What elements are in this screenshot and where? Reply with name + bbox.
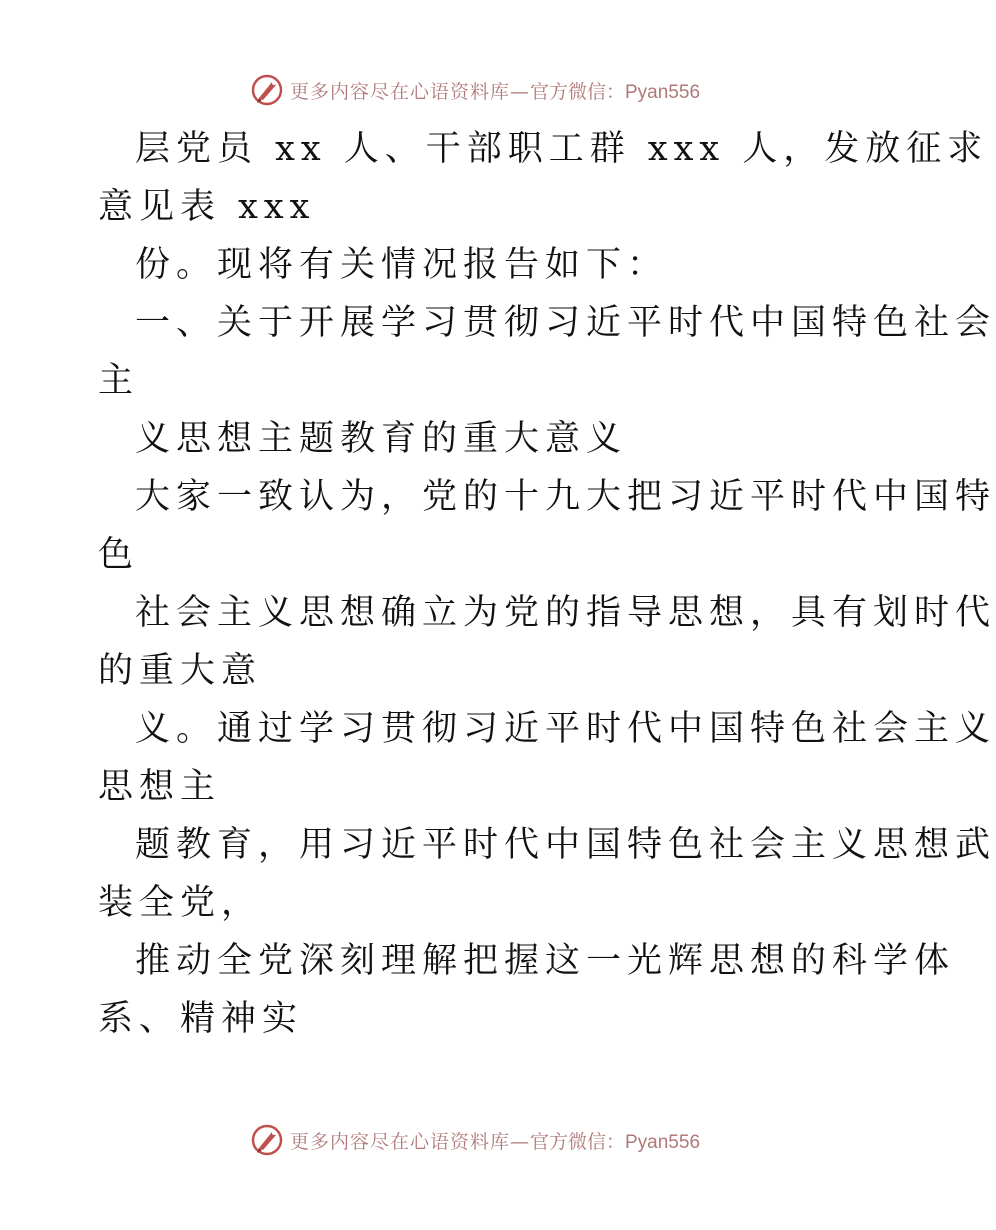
pen-logo-icon [250, 73, 284, 107]
body-line: 思想主 [98, 767, 222, 807]
body-line: 主 [98, 361, 140, 401]
body-line: 社会主义思想确立为党的指导思想，具有划时代 [135, 593, 996, 633]
body-line: 系、精神实 [98, 999, 304, 1039]
body-line: 份。现将有关情况报告如下： [135, 245, 669, 285]
body-line: 推动全党深刻理解把握这一光辉思想的科学体 [135, 941, 956, 981]
body-line: 装全党， [98, 883, 263, 923]
header-banner-text [290, 77, 700, 104]
footer-banner-text [290, 1127, 700, 1154]
body-line: 题教育，用习近平时代中国特色社会主义思想武 [135, 825, 996, 865]
footer-banner-wechat: 官方微信：Pyan556 [530, 1131, 701, 1153]
body-line: 一、关于开展学习贯彻习近平时代中国特色社会 [135, 303, 996, 343]
footer-banner-main: 更多内容尽在心语资料库 [289, 1130, 510, 1153]
header-banner [0, 70, 950, 110]
body-line: 义。通过学习贯彻习近平时代中国特色社会主义 [135, 709, 996, 749]
header-banner-dash: — [510, 80, 530, 103]
body-line: 层党员 xx 人、干部职工群 xxx 人，发放征求 [135, 129, 989, 169]
body-line: 的重大意 [98, 651, 263, 691]
body-line: 义思想主题教育的重大意义 [135, 419, 628, 459]
header-banner-wechat: 官方微信：Pyan556 [530, 81, 701, 103]
document-body [98, 120, 996, 1048]
pen-logo-icon [250, 1123, 284, 1157]
body-line: 意见表 xxx [98, 187, 316, 227]
body-line: 大家一致认为，党的十九大把习近平时代中国特 [135, 477, 996, 517]
header-banner-main: 更多内容尽在心语资料库 [289, 80, 510, 103]
footer-banner [0, 1120, 950, 1160]
footer-banner-dash: — [510, 1130, 530, 1153]
body-line: 色 [98, 535, 140, 575]
